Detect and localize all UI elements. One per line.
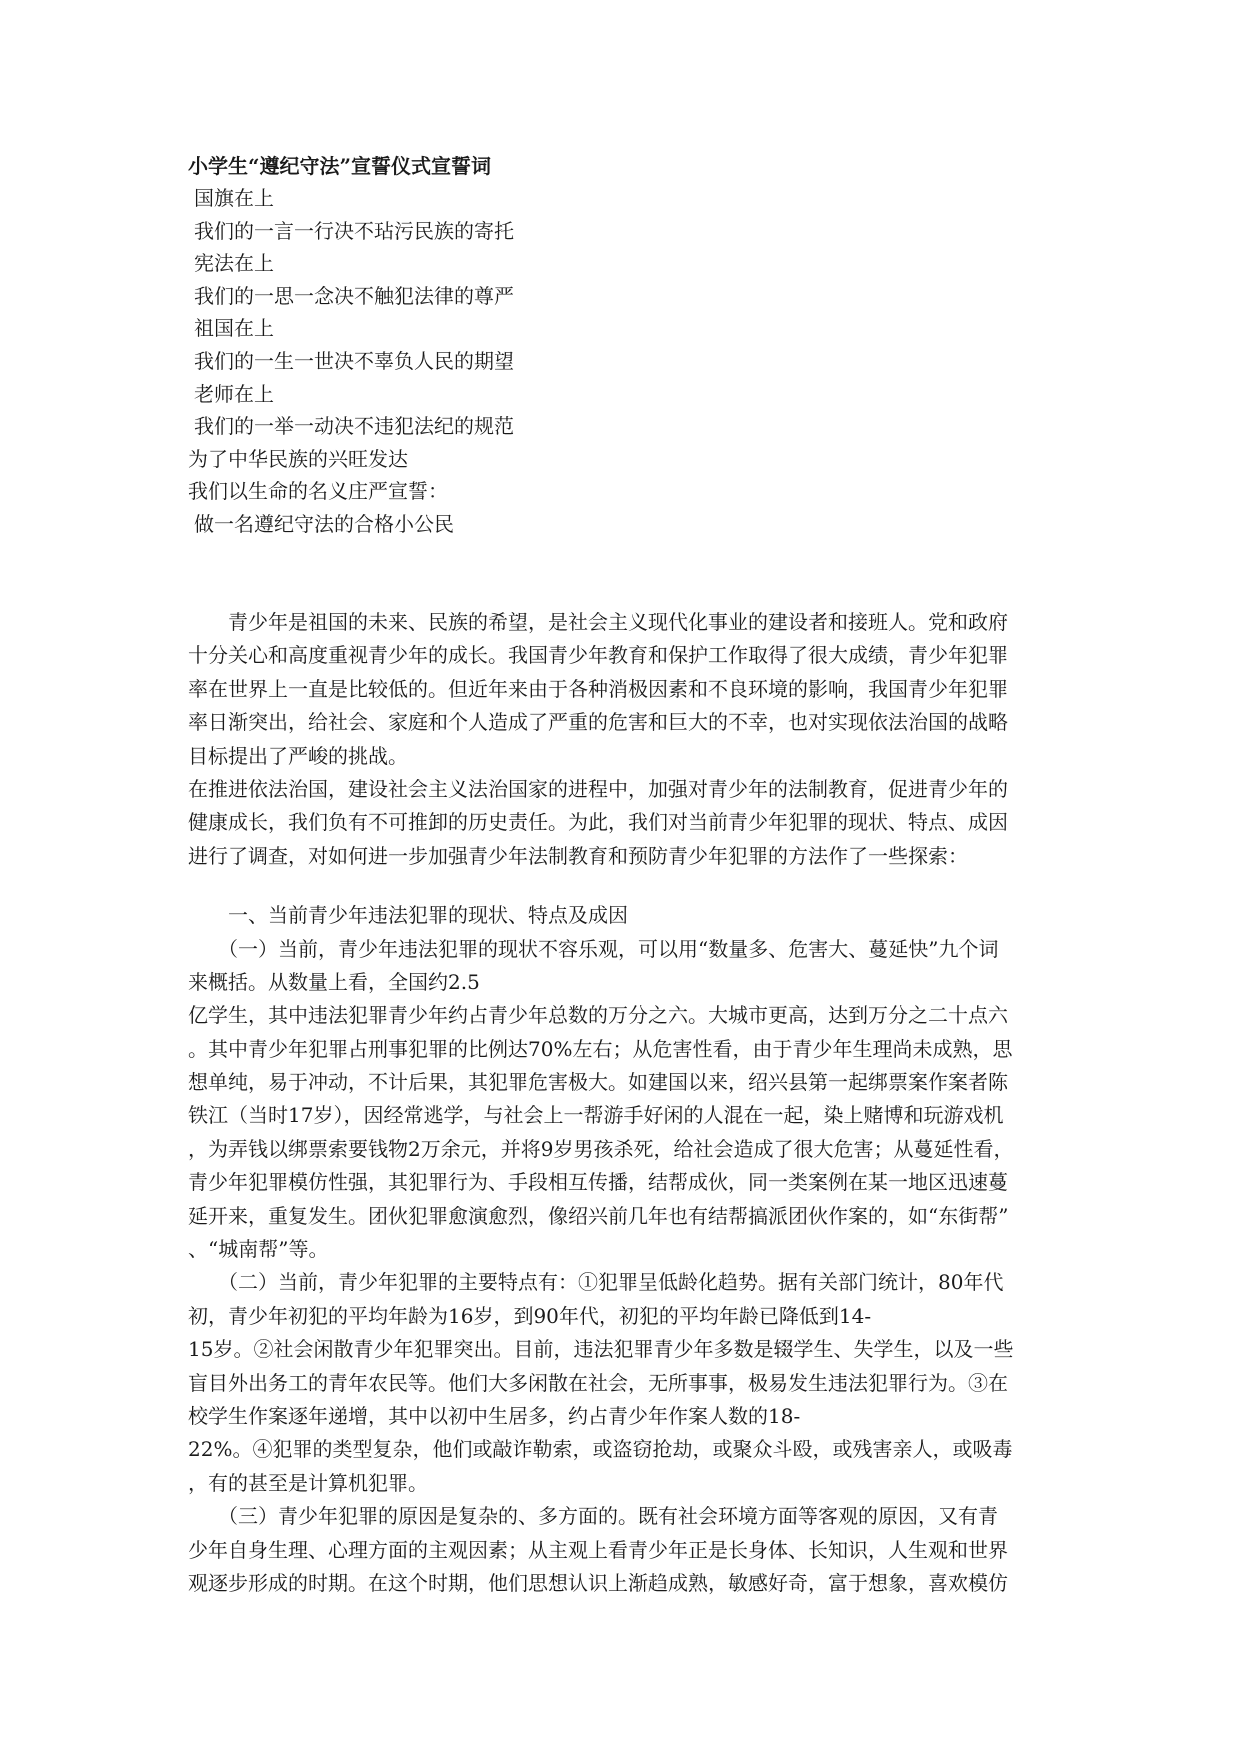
body-line: 校学生作案逐年递增，其中以初中生居多，约占青少年作案人数的18- [188,1403,801,1428]
oath-line: 为了中华民族的兴旺发达 [188,446,408,471]
body-line: （三）青少年犯罪的原因是复杂的、多方面的。既有社会环境方面等客观的原因，又有青 [188,1504,998,1529]
body-line: 率日渐突出，给社会、家庭和个人造成了严重的危害和巨大的不幸，也对实现依法治国的战略 [188,710,1008,735]
body-line: 22%。④犯罪的类型复杂，他们或敲诈勒索，或盗窃抢劫，或聚众斗殴，或残害亲人，或吸毒 [188,1437,1013,1462]
body-line: 亿学生，其中违法犯罪青少年约占青少年总数的万分之六。大城市更高，达到万分之二十点六 [188,1003,1008,1028]
body-line: 盲目外出务工的青年农民等。他们大多闲散在社会，无所事事，极易发生违法犯罪行为。③在 [188,1370,1008,1395]
body-line: 率在世界上一直是比较低的。但近年来由于各种消极因素和不良环境的影响，我国青少年犯罪 [188,676,1008,701]
body-line: 。其中青少年犯罪占刑事犯罪的比例达70%左右；从危害性看，由于青少年生理尚未成熟，思 [188,1036,1013,1061]
oath-line: 老师在上 [194,381,274,406]
body-line: 想单纯，易于冲动，不计后果，其犯罪危害极大。如建国以来，绍兴县第一起绑票案作案者陈 [188,1070,1008,1095]
oath-line: 我们的一言一行决不玷污民族的寄托 [194,218,514,243]
body-line: 少年自身生理、心理方面的主观因素；从主观上看青少年正是长身体、长知识，人生观和世界 [188,1537,1008,1562]
oath-line: 宪法在上 [194,251,274,276]
body-line: 健康成长，我们负有不可推卸的历史责任。为此，我们对当前青少年犯罪的现状、特点、成因 [188,810,1008,835]
body-line: 观逐步形成的时期。在这个时期，他们思想认识上渐趋成熟，敏感好奇，富于想象，喜欢模仿 [188,1570,1008,1595]
body-line: 目标提出了严峻的挑战。 [188,743,408,768]
body-line: 进行了调查，对如何进一步加强青少年法制教育和预防青少年犯罪的方法作了一些探索： [188,843,968,868]
oath-line: 我们的一生一世决不辜负人民的期望 [194,348,514,373]
body-line: （一）当前，青少年违法犯罪的现状不容乐观，可以用“数量多、危害大、蔓延快”九个词 [188,936,999,961]
body-line: 青少年犯罪模仿性强，其犯罪行为、手段相互传播，结帮成伙，同一类案例在某一地区迅速蔓 [188,1170,1008,1195]
body-line: 15岁。②社会闲散青少年犯罪突出。目前，违法犯罪青少年多数是辍学生、失学生，以及一些 [188,1337,1014,1362]
body-line: ，有的甚至是计算机犯罪。 [188,1470,428,1495]
oath-line: 我们的一举一动决不违犯法纪的规范 [194,414,514,439]
oath-line: 我们以生命的名义庄严宣誓： [188,479,448,504]
body-line: 青少年是祖国的未来、民族的希望，是社会主义现代化事业的建设者和接班人。党和政府 [188,610,1008,634]
body-line: ，为弄钱以绑票索要钱物2万余元，并将9岁男孩杀死，给社会造成了很大危害；从蔓延性看， [188,1136,1014,1161]
body-line: 初，青少年初犯的平均年龄为16岁，到90年代，初犯的平均年龄已降低到14- [188,1303,872,1328]
body-line: 在推进依法治国，建设社会主义法治国家的进程中，加强对青少年的法制教育，促进青少年的 [188,776,1008,801]
oath-line: 做一名遵纪守法的合格小公民 [194,511,454,536]
oath-line: 国旗在上 [194,186,274,210]
body-line: 铁江（当时17岁），因经常逃学，与社会上一帮游手好闲的人混在一起，染上赌博和玩游戏机 [188,1103,1004,1128]
blank-line [188,873,1056,899]
oath-line: 祖国在上 [194,316,274,341]
body-line: 十分关心和高度重视青少年的成长。我国青少年教育和保护工作取得了很大成绩，青少年犯罪 [188,643,1008,668]
body-line: 延开来，重复发生。团伙犯罪愈演愈烈，像绍兴前几年也有结帮搞派团伙作案的，如“东街帮” [188,1203,1009,1228]
article-body [188,606,1056,1600]
body-line: 来概括。从数量上看，全国约2.5 [188,969,480,994]
oath-line: 我们的一思一念决不触犯法律的尊严 [194,283,514,308]
oath-title: 小学生“遵纪守法”宣誓仪式宣誓词 [188,154,492,178]
oath-section [188,150,888,541]
body-line: （二）当前，青少年犯罪的主要特点有：①犯罪呈低龄化趋势。据有关部门统计，80年代 [188,1270,1004,1295]
section-heading: 一、当前青少年违法犯罪的现状、特点及成因 [188,903,628,928]
body-line: 、“城南帮”等。 [188,1237,329,1262]
